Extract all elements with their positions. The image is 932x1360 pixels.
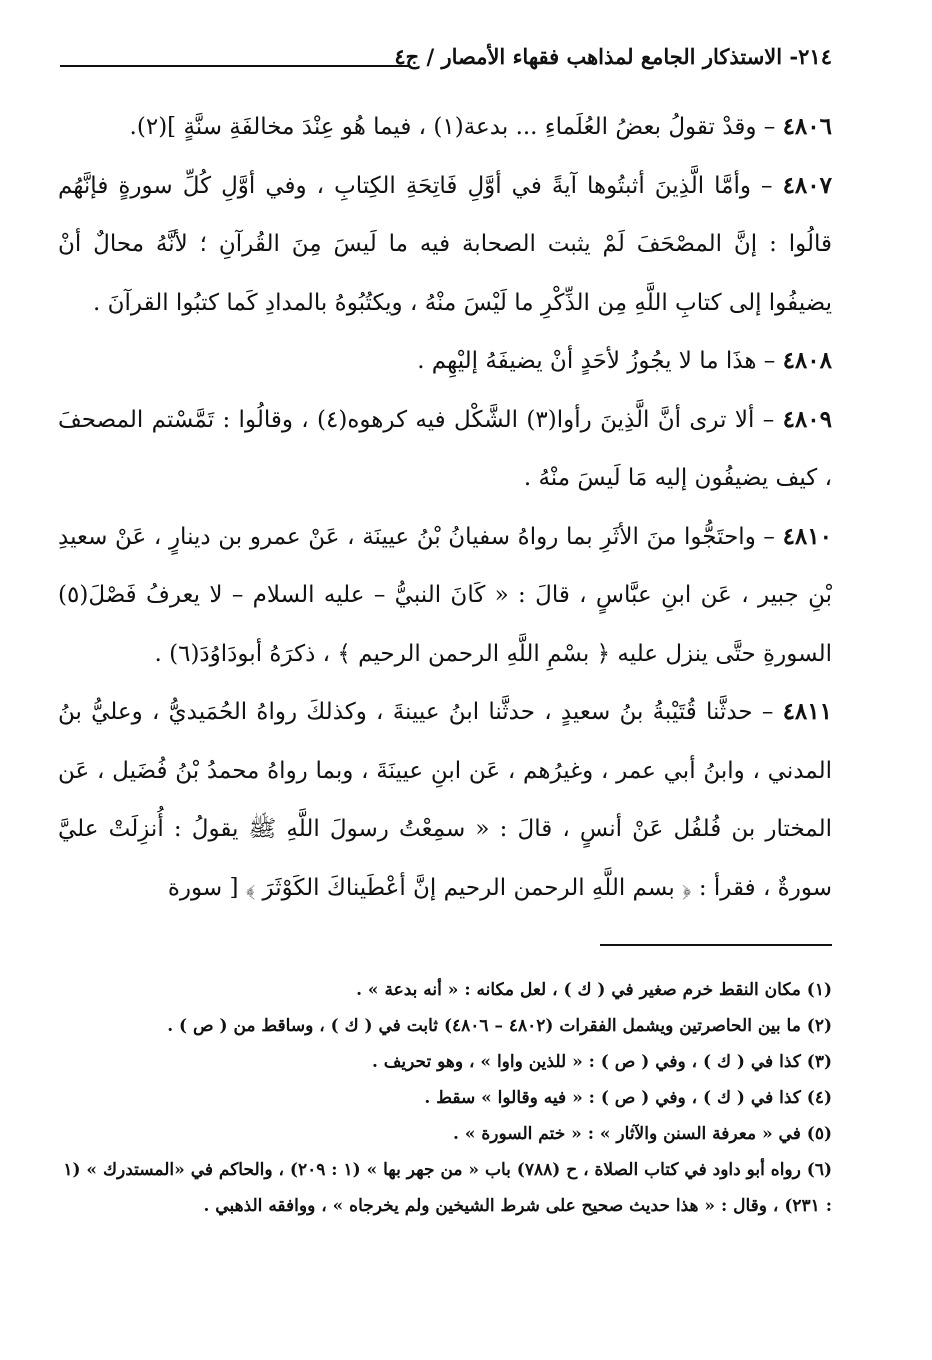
footnote-5: (٥) في « معرفة السنن والآثار » : « ختم السورة » .	[453, 1124, 832, 1144]
paragraph-number: ٤٨٠٨	[782, 347, 832, 374]
paragraph-4806	[58, 98, 832, 157]
paragraph-number: ٤٨١١	[782, 698, 832, 725]
paragraph-text: – ألا ترى أنَّ الَّذِينَ رأوا(٣) الشَّكْل فيه كرهوه(٤) ، وقالُوا : تَمَّسْتم المصحفَ ، كيف يضيفُون إليه مَا لَيسَ منْهُ .	[58, 406, 832, 491]
footnote-2: (٢) ما بين الحاصرتين ويشمل الفقرات (٤٨٠٢ – ٤٨٠٦) ثابت في ( ك ) ، وساقط من ( ص ) .	[167, 1016, 832, 1036]
paragraph-text: – وقدْ تقولُ بعضُ العُلَماءِ ... بدعة(١) ، فيما هُو عِنْدَ مخالفَةِ سنَّةٍ ](٢).	[129, 114, 776, 140]
footnote-1: (١) مكان النقط خرم صغير في ( ك ) ، لعل مكانه : « أنه بدعة » .	[356, 980, 832, 1000]
footnote-3: (٣) كذا في ( ك ) ، وفي ( ص ) : « للذين واوا » ، وهو تحريف .	[371, 1052, 832, 1072]
page-header	[60, 38, 832, 78]
running-title: ٢١٤- الاستذكار الجامع لمذاهب فقهاء الأمصار / ج٤	[394, 44, 832, 69]
footnote-separator	[600, 944, 832, 946]
paragraph-4809	[58, 391, 832, 508]
paragraph-text: – حدثَّنا قُتَيْبةُ بنُ سعيدٍ ، حدثَّنا ابنُ عيينةَ ، وكذلكَ رواهُ الحُمَيديُّ ، وعليُّ بنُ المدني ، وابنُ أبي عمر ، وغيرُهم ، عَن ابنِ عيينَةَ ، وبما رواهُ محمدُ بْنُ فُضَيل ، عَن المختار بن فُلفُل عَنْ أنسٍ ، قالَ : « سمِعْتُ رسولَ اللَّهِ ﷺ يقولُ : أُنزِلَتْ عليَّ سورةٌ ، فقرأ : ﴿ بسم اللَّهِ الرحمن الرحيم إنَّ أعْطَيناكَ الكَوْثَرَ ﴾ [ سورة	[58, 699, 832, 901]
paragraph-number: ٤٨١٠	[782, 522, 832, 550]
footnote-6: (٦) رواه أبو داود في كتاب الصلاة ، ح (٧٨٨) باب « من جهر بها » (١ : ٢٠٩) ، والحاكم في «المستدرك » (١ : ٢٣١) ، وقال : « هذا حديث صحيح على شرط الشيخين ولم يخرجاه » ، ووافقه الذهبي .	[63, 1160, 832, 1216]
main-text	[58, 98, 832, 917]
paragraph-text: – واحتَجُّوا منَ الأثَرِ بما رواهُ سفيانُ بْنُ عيينَة ، عَنْ عمرو بن دينارٍ ، عَنْ سعيدِ بْنِ جبير ، عَن ابنِ عبَّاسٍ ، قالَ : « كَانَ النبيُّ – عليه السلام – لا يعرفُ فَصْلَ(٥) السورةِ حتَّى ينزل عليه ﴿ بسْمِ اللَّهِ الرحمن الرحيم ﴾ ، ذكرَهُ أبودَاوُدَ(٦) .	[58, 523, 832, 667]
paragraph-number: ٤٨٠٦	[782, 113, 832, 140]
paragraph-4811	[58, 683, 832, 917]
paragraph-4808	[58, 332, 832, 391]
header-rule	[60, 65, 410, 67]
footnote-4: (٤) كذا في ( ك ) ، وفي ( ص ) : « فيه وقالوا » سقط .	[424, 1088, 832, 1108]
paragraph-4810	[58, 508, 832, 684]
paragraph-text: – وأمَّا الَّذِينَ أثبتُوها آيةً في أوَّلِ فَاتِحَةِ الكِتابِ ، وفي أوَّلِ كُلِّ سورةٍ فإنَّهُم قالُوا : إنَّ المصْحَفَ لَمْ يثبت الصحابة فيه ما لَيسَ مِنَ القُرآنِ ؛ لأنَّهُ محالٌ أنْ يضيفُوا إلى كتابِ اللَّهِ مِن الذِّكْرِ ما لَيْسَ منْهُ ، ويكتُبُوهُ بالمدادِ كَما كتبُوا القرآنَ .	[58, 172, 832, 316]
paragraph-text: – هذَا ما لا يجُوزُ لأحَدٍ أنْ يضيفَهُ إليْهِم .	[417, 348, 776, 374]
footnotes	[58, 972, 832, 1224]
paragraph-4807	[58, 157, 832, 333]
paragraph-number: ٤٨٠٧	[782, 171, 832, 199]
paragraph-number: ٤٨٠٩	[782, 405, 832, 433]
